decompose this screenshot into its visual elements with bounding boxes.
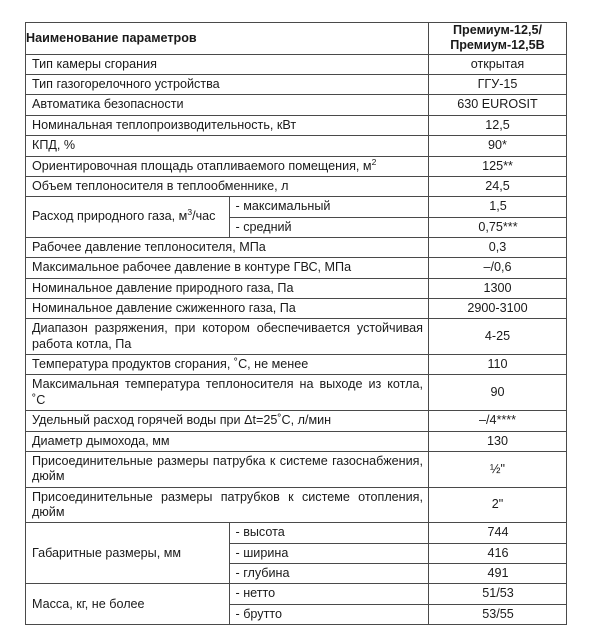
value-text: открытая [470,56,525,71]
parameter-label: Номинальное давление природного газа, Па [32,280,294,295]
table-row [26,156,567,176]
parameter-label: Максимальная температура теплоносителя на выходе из котла, ˚С [32,377,423,407]
parameter-label: Рабочее давление теплоносителя, МПа [32,239,266,254]
value-cell-grouped [429,584,567,625]
header-model-line-2: Премиум-12,5В [450,38,545,53]
value-text: 4-25 [484,329,511,344]
value-text: 90 [490,385,505,400]
table-row [26,487,567,523]
value-text: 744 [429,523,566,543]
value-cell-grouped [429,197,567,238]
parameter-cell [26,237,429,257]
value-cell [429,319,567,355]
value-cell [429,258,567,278]
table-row [26,197,567,238]
value-cell [429,75,567,95]
value-text: 53/55 [482,606,514,621]
parameter-label: Температура продуктов сгорания, ˚С, не менее [32,357,309,372]
parameter-cell [26,75,429,95]
table-row [26,431,567,451]
parameter-cell [26,115,429,135]
parameter-cell-grouped [26,197,429,238]
value-text: 0,3 [488,239,507,254]
value-text: 1,5 [429,197,566,217]
value-cell [429,451,567,487]
parameter-cell [26,258,429,278]
parameter-cell [26,451,429,487]
unit-superscript: 3 [187,207,193,218]
parameter-label: Тип газогорелочного устройства [32,77,220,92]
parameter-cell [26,54,429,74]
parameter-cell [26,176,429,196]
parameter-label: Расход природного газа, $м^3$/час [32,207,216,224]
value-text: ГГУ-15 [477,77,518,92]
parameter-cell-grouped [26,584,429,625]
value-text: 491 [487,566,509,581]
table-row [26,375,567,411]
parameter-label: Масса, кг, не более [32,596,145,611]
sub-parameter-list [229,584,428,624]
value-cell [429,95,567,115]
parameter-cell [26,95,429,115]
value-text: 110 [487,357,508,372]
parameter-cell [26,136,429,156]
value-cell [429,431,567,451]
parameter-label: КПД, % [32,138,76,153]
parameter-label: Габаритные размеры, мм [32,545,182,560]
parameter-label: Объем теплоносителя в теплообменнике, л [32,178,289,193]
parameter-cell [26,431,429,451]
parameter-cell-grouped [26,523,429,584]
value-text: 630 EUROSIT [457,97,538,112]
sub-parameter-label: - средний [235,219,292,234]
parameter-label: Максимальное рабочее давление в контуре ГВС, МПа [32,260,352,275]
parameter-cell [26,319,429,355]
value-cell [429,375,567,411]
parameter-label: Диаметр дымохода, мм [32,433,170,448]
value-text: 2900-3100 [467,301,528,316]
parameter-cell [26,411,429,431]
parameter-cell [26,355,429,375]
table-row [26,115,567,135]
value-cell [429,54,567,74]
table-row [26,278,567,298]
table-row [26,95,567,115]
parameter-label: Номинальное давление сжиженного газа, Па [32,301,296,316]
table-row [26,523,567,584]
table-row [26,176,567,196]
parameter-label: Тип камеры сгорания [32,56,157,71]
value-cell [429,278,567,298]
parameter-label: Номинальная теплопроизводительность, кВт [32,117,297,132]
value-cell [429,136,567,156]
parameter-cell [26,375,429,411]
value-text: 51/53 [429,584,566,604]
value-text: –/0,6 [483,260,512,275]
value-text: 24,5 [485,178,510,193]
table-row [26,319,567,355]
value-text: 130 [486,433,508,448]
parameter-label: Диапазон разряжения, при котором обеспечивается устойчивая работа котла, Па [32,321,423,351]
table-header-row [26,23,567,55]
table-row [26,411,567,431]
value-text: 1300 [483,280,512,295]
parameter-label: Автоматика безопасности [32,97,184,112]
value-cell [429,299,567,319]
value-cell [429,176,567,196]
table-row [26,355,567,375]
table-row [26,237,567,257]
sub-parameter-label: - глубина [235,566,290,581]
parameter-cell [26,487,429,523]
sub-parameter-label: - максимальный [230,197,429,217]
parameter-cell [26,156,429,176]
header-model-name [429,23,567,55]
value-cell [429,411,567,431]
value-text: 125** [482,158,513,173]
parameter-label: Присоединительные размеры патрубков к системе отопления, дюйм [32,489,423,519]
header-parameter-name: Наименование параметров [26,23,429,55]
sub-parameter-label: - высота [230,523,429,543]
unit-superscript: 2 [371,156,377,167]
parameter-cell [26,299,429,319]
sub-parameter-label: - брутто [235,606,282,621]
value-cell [429,487,567,523]
value-cell [429,156,567,176]
parameter-cell [26,278,429,298]
value-cell [429,355,567,375]
value-text: 416 [429,544,566,564]
table-body [26,23,567,625]
table-row [26,75,567,95]
value-text: 12,5 [485,117,510,132]
table-row [26,258,567,278]
value-cell [429,237,567,257]
header-model-line-1: Премиум-12,5/ [453,23,542,37]
value-text: 0,75*** [478,219,518,234]
parameter-label: Присоединительные размеры патрубка к системе газоснабжения, дюйм [32,453,423,484]
value-cell [429,115,567,135]
parameter-label: Удельный расход горячей воды при Δt=25˚С, л/мин [32,413,332,428]
value-cell-grouped [429,523,567,584]
specification-table [25,22,567,625]
value-text: 90* [488,138,507,153]
value-text: –/4**** [478,413,517,428]
table-row [26,54,567,74]
sub-parameter-list [229,523,428,583]
sub-parameter-label: - ширина [230,544,429,564]
value-text: ½" [490,461,505,476]
table-row [26,451,567,487]
value-text: 2" [491,497,504,512]
sub-parameter-label: - нетто [230,584,429,604]
parameter-label: Ориентировочная площадь отапливаемого помещения, $м^2$ [32,156,377,173]
table-row [26,584,567,625]
table-row [26,299,567,319]
sub-parameter-list [229,197,428,237]
table-row [26,136,567,156]
